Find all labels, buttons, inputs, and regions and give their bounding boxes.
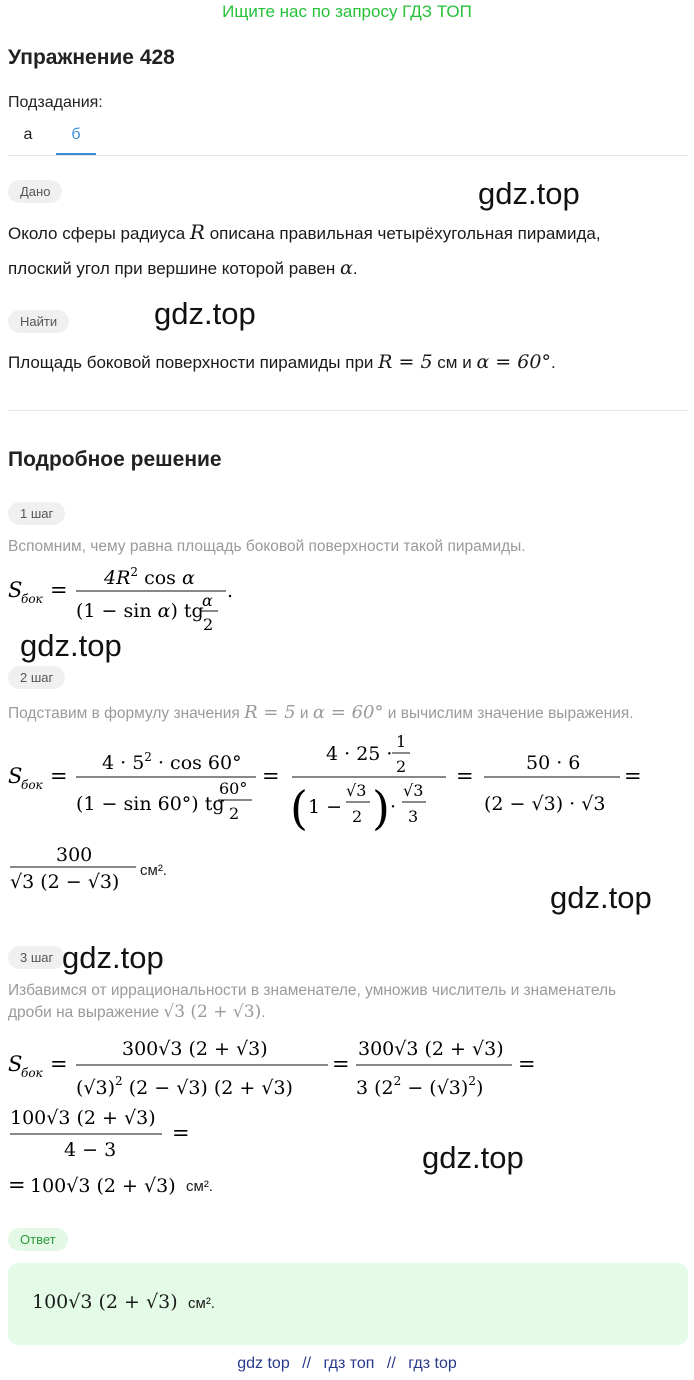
formula-3 (6, 1028, 546, 1108)
svg-text:.: . (227, 580, 234, 602)
svg-text:=: = (456, 764, 474, 788)
svg-text:=: = (50, 764, 68, 788)
answer-expression: 100√3 (2 + √3) (32, 1291, 178, 1313)
svg-text:2: 2 (352, 807, 363, 826)
svg-text:4 · 52 · cos 60°: $4 \cdot 5^2 \cdot \cos 60^\circ$ (102, 750, 242, 774)
step-1-text: Вспомним, чему равна площадь боковой поверхности такой пирамиды. (8, 538, 526, 555)
svg-text:1 −: 1 − (308, 796, 343, 818)
promo-banner[interactable]: Ищите нас по запросу ГДЗ ТОП (222, 2, 472, 21)
footer-link-1[interactable]: gdz top (237, 1355, 290, 1372)
divider (8, 410, 688, 411)
svg-text:300√3 (2 + √3): 300√3 (2 + √3) (122, 1038, 268, 1060)
svg-text:=: = (172, 1121, 190, 1145)
svg-text:√3 (2 − √3): √3 (2 − √3) (10, 871, 120, 892)
svg-text:1: 1 (396, 732, 407, 751)
svg-text:): ) (372, 781, 390, 835)
watermark: gdz.top (478, 176, 580, 211)
svg-text:S: S (8, 1052, 23, 1076)
svg-text:100√3 (2 + √3): 100√3 (2 + √3) (30, 1175, 176, 1197)
formula-3-cont (6, 1102, 206, 1164)
step-2-text: Подставим в формулу значения R = 5 и α = 60° и вычислим значение выражения. (8, 702, 634, 723)
subtask-tabs (8, 118, 688, 156)
svg-text:=: = (518, 1052, 536, 1076)
svg-text:2: 2 (229, 804, 240, 823)
step-1-badge: 1 шаг (8, 502, 65, 525)
svg-text:4 − 3: 4 − 3 (64, 1139, 117, 1161)
svg-text:S: S (8, 764, 23, 788)
formula-2-cont (6, 842, 146, 892)
watermark: gdz.top (154, 296, 256, 331)
svg-text:300√3 (2 + √3): 300√3 (2 + √3) (358, 1038, 504, 1060)
svg-text:·: · (390, 796, 397, 818)
page-title: Упражнение 428 (8, 46, 175, 69)
footer-link-3[interactable]: гдз top (408, 1355, 457, 1372)
subtasks-label: Подзадания: (8, 94, 103, 111)
step-3-text-1: Избавимся от иррациональности в знаменателе, умножив числитель и знаменатель (8, 982, 617, 999)
given-line-1: Около сферы радиуса R описана правильная четырёхугольная пирамида, (8, 220, 601, 244)
svg-text:50 · 6: 50 · 6 (526, 752, 581, 774)
svg-text:α: α (202, 591, 213, 610)
formula-3-result (6, 1168, 206, 1202)
svg-text:=: = (624, 764, 642, 788)
footer-separator: // (386, 1355, 396, 1372)
svg-text:3 (22 − (√3)2): 3 $(2^2 - (√3)^2)$ (356, 1074, 484, 1099)
svg-text:=: = (50, 578, 68, 602)
svg-text:бок: бок (21, 592, 43, 606)
answer-box (8, 1263, 688, 1345)
svg-text:(√3)2 (2 − √3) (2 + √3): $(√3)^2$ (2 − √3) (2 + √3) (76, 1074, 293, 1099)
formula-2 (6, 730, 666, 848)
svg-text:4 · 25 ·: 4 · 25 · (326, 743, 393, 765)
svg-text:√3: √3 (346, 781, 367, 800)
svg-text:100√3 (2 + √3): 100√3 (2 + √3) (10, 1107, 156, 1129)
svg-text:бок: бок (21, 778, 43, 792)
find-text: Площадь боковой поверхности пирамиды при R = 5 см и α = 60°. (8, 351, 556, 373)
step-3-badge: 3 шаг (8, 946, 65, 969)
footer-link-2[interactable]: гдз топ (323, 1355, 375, 1372)
footer-separator: // (302, 1355, 312, 1372)
unit-cm2: см². (186, 1178, 213, 1195)
svg-text:=: = (332, 1052, 350, 1076)
svg-text:бок: бок (21, 1066, 43, 1080)
footer-links (0, 1355, 694, 1373)
svg-text:(1 − sin 60°) tg: (1 − sin 60°) tg (76, 793, 225, 815)
answer-badge: Ответ (8, 1228, 68, 1251)
svg-text:√3: √3 (403, 781, 424, 800)
svg-text:(: ( (290, 781, 308, 835)
step-2-badge: 2 шаг (8, 666, 65, 689)
step-3-text-2: дроби на выражение √3 (2 + √3). (8, 1002, 266, 1022)
svg-text:4R2 cos α: $4R^2$ cos α (104, 565, 195, 589)
watermark: gdz.top (20, 628, 122, 663)
given-line-2: плоский угол при вершине которой равен α. (8, 257, 358, 279)
unit-cm2: см². (140, 862, 167, 879)
svg-text:2: 2 (396, 757, 407, 776)
tab-a[interactable]: а (23, 126, 33, 143)
svg-text:=: = (8, 1173, 26, 1197)
watermark: gdz.top (62, 940, 164, 975)
svg-text:=: = (50, 1052, 68, 1076)
svg-text:3: 3 (408, 807, 419, 826)
svg-text:300: 300 (56, 844, 93, 866)
find-badge: Найти (8, 310, 69, 333)
svg-text:S: S (8, 578, 23, 602)
svg-text:60°: 60° (219, 779, 248, 798)
svg-text:(2 − √3) · √3: (2 − √3) · √3 (484, 793, 606, 815)
active-tab-indicator (56, 153, 96, 155)
tab-b[interactable]: б (71, 126, 81, 143)
watermark: gdz.top (550, 880, 652, 915)
given-badge: Дано (8, 180, 62, 203)
answer-unit: см². (188, 1295, 215, 1312)
svg-text:2: 2 (203, 615, 214, 634)
watermark: gdz.top (422, 1140, 524, 1175)
svg-text:=: = (262, 764, 280, 788)
solution-title: Подробное решение (8, 448, 222, 471)
svg-text:(1 − sin α) tg: (1 − sin α) tg (76, 600, 204, 622)
